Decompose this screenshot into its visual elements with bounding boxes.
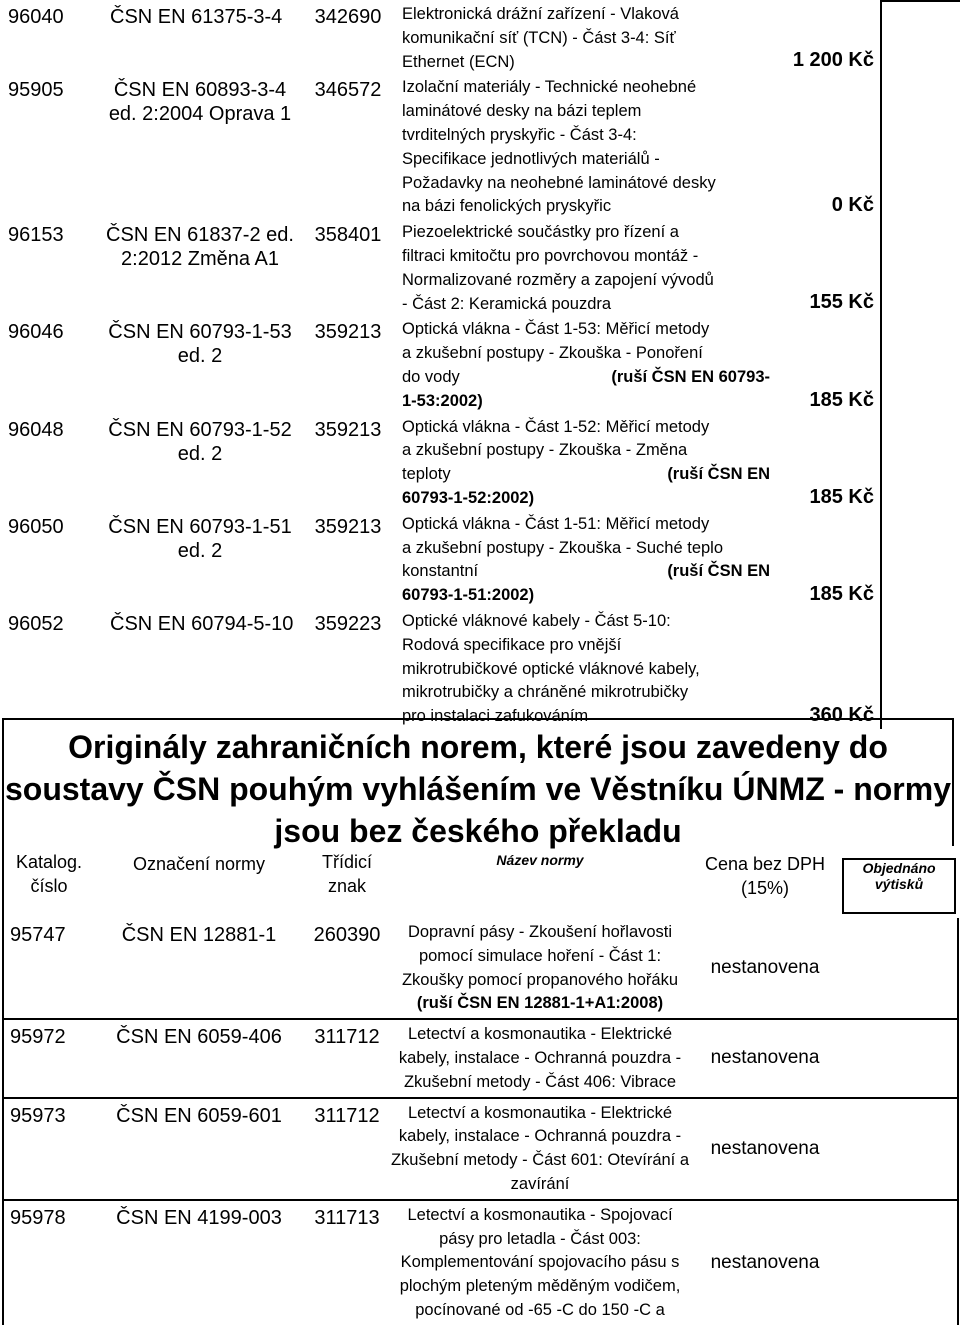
order-quantity-cell[interactable] [840,918,958,1019]
sort-code: 358401 [314,224,382,247]
column-header-designation: Označení normy [132,854,266,874]
sort-code: 359213 [314,515,382,538]
catalog-number: 96040 [8,6,64,28]
title-fragment: teploty [402,465,451,484]
standard-title [396,608,770,729]
title-line: Optická vlákna - Část 1-52: Měřicí metody [402,417,710,436]
order-quantity-cell[interactable] [840,1098,958,1200]
standard-title [396,511,770,608]
column-header-price: Cena bez DPH (15%) [704,854,826,898]
supersedes-note: (ruší ČSN EN 60793- [611,367,770,386]
standard-designation: ČSN EN 6059-406 [94,1019,304,1097]
standard-designation: ČSN EN 4199-003 [116,1206,282,1229]
supersedes-note-end: 60793-1-51:2002) [402,586,535,605]
table-row [2,608,960,729]
title-line: mikrotrubičky a chráněné mikrotrubičky [402,683,689,702]
catalog-number: 96052 [8,612,64,635]
title-line: Letectví a kosmonautika - Elektrické [407,1025,673,1044]
sort-code: 359223 [314,612,382,635]
title-fragment: konstantní [402,562,479,581]
title-line: Letectví a kosmonautika - Spojovací [407,1205,673,1224]
standards-table-top [2,0,960,729]
standard-title [390,1019,690,1097]
catalog-number: 95973 [3,1098,94,1200]
title-line: mikrotrubičkové optické vláknové kabely, [402,659,700,678]
catalog-number: 96153 [8,224,64,247]
order-quantity-cell[interactable] [840,1019,958,1097]
standard-title [396,1,770,74]
standard-designation: ČSN EN 12881-1 [94,918,304,1019]
price: 185 Kč [809,582,874,605]
table-row [3,918,958,1019]
title-line: tvrditelných pryskyřic - Část 3-4: [402,125,637,144]
title-line: pomocí simulace hoření - Část 1: [418,946,662,965]
catalog-number: 96048 [8,418,64,441]
title-line: plochým pleteným měděným vodičem, [399,1277,681,1296]
column-header-sort-code: Třídicí znak [321,852,372,896]
sort-code: 359213 [314,418,382,441]
standard-designation: ČSN EN 60893-3-4 ed. 2:2004 Oprava 1 [108,79,292,126]
title-line: Požadavky na neohebné laminátové desky [402,173,716,192]
title-line: laminátové desky na bázi teplem [402,102,642,121]
title-line: Ethernet (ECN) [402,52,515,71]
sort-code: 260390 [304,918,390,1019]
title-line: kabely, instalace - Ochranná pouzdra - [398,1048,682,1067]
table-row [2,219,960,316]
title-line: Specifikace jednotlivých materiálů - [402,149,660,168]
title-line: Zkušební metody - Část 406: Vibrace [403,1072,677,1091]
standard-designation: ČSN EN 6059-601 [94,1098,304,1200]
supersedes-note: (ruší ČSN EN 12881-1+A1:2008) [416,994,664,1013]
standard-title [396,74,770,219]
sort-code: 346572 [314,79,382,102]
title-line: - Část 2: Keramická pouzdra [402,294,612,313]
sort-code: 342690 [314,6,382,28]
table-row [3,1200,958,1325]
price: 1 200 Kč [792,49,874,72]
standard-title [390,1098,690,1200]
table-row [2,511,960,608]
title-line: a zkušební postupy - Zkouška - Změna [402,441,688,460]
price: 360 Kč [809,703,874,726]
title-line [402,560,770,584]
title-line: pásy pro letadla - Část 003: [439,1229,641,1248]
price: nestanovena [690,918,840,1019]
sort-code: 311712 [304,1098,390,1200]
standard-designation: ČSN EN 61837-2 ed. 2:2012 Změna A1 [106,224,294,271]
price: 185 Kč [809,388,874,411]
title-line: filtraci kmitočtu pro povrchovou montáž - [402,246,699,265]
title-line: Optické vláknové kabely - Část 5-10: [402,611,671,630]
column-header-order [840,846,958,918]
title-line: Dopravní pásy - Zkoušení hořlavosti [407,923,673,941]
section-heading: Originály zahraničních norem, které jsou zavedeny do soustavy ČSN pouhým vyhlášením ve Věstníku ÚNMZ - normy jsou bez českého překladu [2,718,954,846]
column-header-catalog-number: Katalog. číslo [3,846,94,918]
title-line: Elektronická drážní zařízení - Vlaková [402,5,679,23]
title-fragment: do vody [402,367,460,386]
sort-code: 359213 [314,321,382,344]
supersedes-note-end: 1-53:2002) [402,391,483,410]
catalog-number: 96046 [8,321,64,344]
standard-designation: ČSN EN 61375-3-4 [110,6,283,28]
title-line: Piezoelektrické součástky pro řízení a [402,223,679,242]
title-line: pocínované od -65 -C do 150 -C a [415,1300,665,1319]
title-line: Letectví a kosmonautika - Elektrické [407,1103,673,1122]
catalog-number: 95747 [3,918,94,1019]
title-line: a zkušební postupy - Zkouška - Suché teplo [402,538,724,557]
title-line: pro instalaci zafukováním [402,707,589,726]
table-row [2,74,960,219]
title-line: zavírání [510,1174,570,1193]
table-row [3,1098,958,1200]
title-line: Zkoušky pomocí propanového hořáku [401,970,679,989]
standard-title [396,219,770,316]
standard-designation: ČSN EN 60793-1-51 ed. 2 [108,515,292,562]
standard-designation: ČSN EN 60793-1-53 ed. 2 [108,321,292,368]
title-line: Normalizované rozměry a zapojení vývodů [402,270,714,289]
price: 155 Kč [809,291,874,314]
title-line: Rodová specifikace pro vnější [402,635,622,654]
catalog-number: 96050 [8,515,64,538]
catalog-number: 95905 [8,79,64,102]
table-row [3,1019,958,1097]
title-line: Optická vlákna - Část 1-53: Měřicí metody [402,320,710,339]
standard-designation: ČSN EN 60794-5-10 [110,612,294,635]
title-line: na bázi fenolických pryskyřic [402,197,612,216]
table-row [2,414,960,511]
standard-designation: ČSN EN 60793-1-52 ed. 2 [108,418,292,465]
sort-code: 311712 [304,1019,390,1097]
catalog-number: 95972 [3,1019,94,1097]
table-header-row [3,846,958,918]
standard-title [390,918,690,1019]
catalog-number: 95978 [3,1200,94,1325]
title-line: Optická vlákna - Část 1-51: Měřicí metody [402,514,710,533]
price: 0 Kč [831,194,874,217]
order-header-box: Objednáno výtisků [842,858,956,914]
order-quantity-column[interactable] [881,1,960,729]
supersedes-note-end: 60793-1-52:2002) [402,488,535,507]
sort-code: 311713 [314,1206,380,1229]
title-line: Zkušební metody - Část 601: Otevírání a [390,1151,690,1170]
price: nestanovena [690,1019,840,1097]
title-line: Izolační materiály - Technické neohebné [402,78,697,97]
title-line: komunikační síť (TCN) - Část 3-4: Síť [402,28,676,47]
price: nestanovena [710,1251,820,1273]
title-line [402,463,770,487]
standard-title [396,414,770,511]
price: 185 Kč [809,485,874,508]
standards-table-bottom [2,846,959,1325]
standard-title [396,316,770,413]
table-row [2,1,960,74]
column-header-title: Název normy [496,852,584,868]
order-quantity-cell[interactable] [840,1200,958,1325]
table-row [2,316,960,413]
title-line: Komplementování spojovacího pásu s [400,1253,680,1272]
supersedes-note: (ruší ČSN EN [667,465,770,484]
title-line: kabely, instalace - Ochranná pouzdra - [398,1127,682,1146]
standard-title [390,1200,690,1325]
title-line: a zkušební postupy - Zkouška - Ponoření [402,344,703,363]
price: nestanovena [690,1098,840,1200]
title-line [402,366,770,390]
supersedes-note: (ruší ČSN EN [667,562,770,581]
